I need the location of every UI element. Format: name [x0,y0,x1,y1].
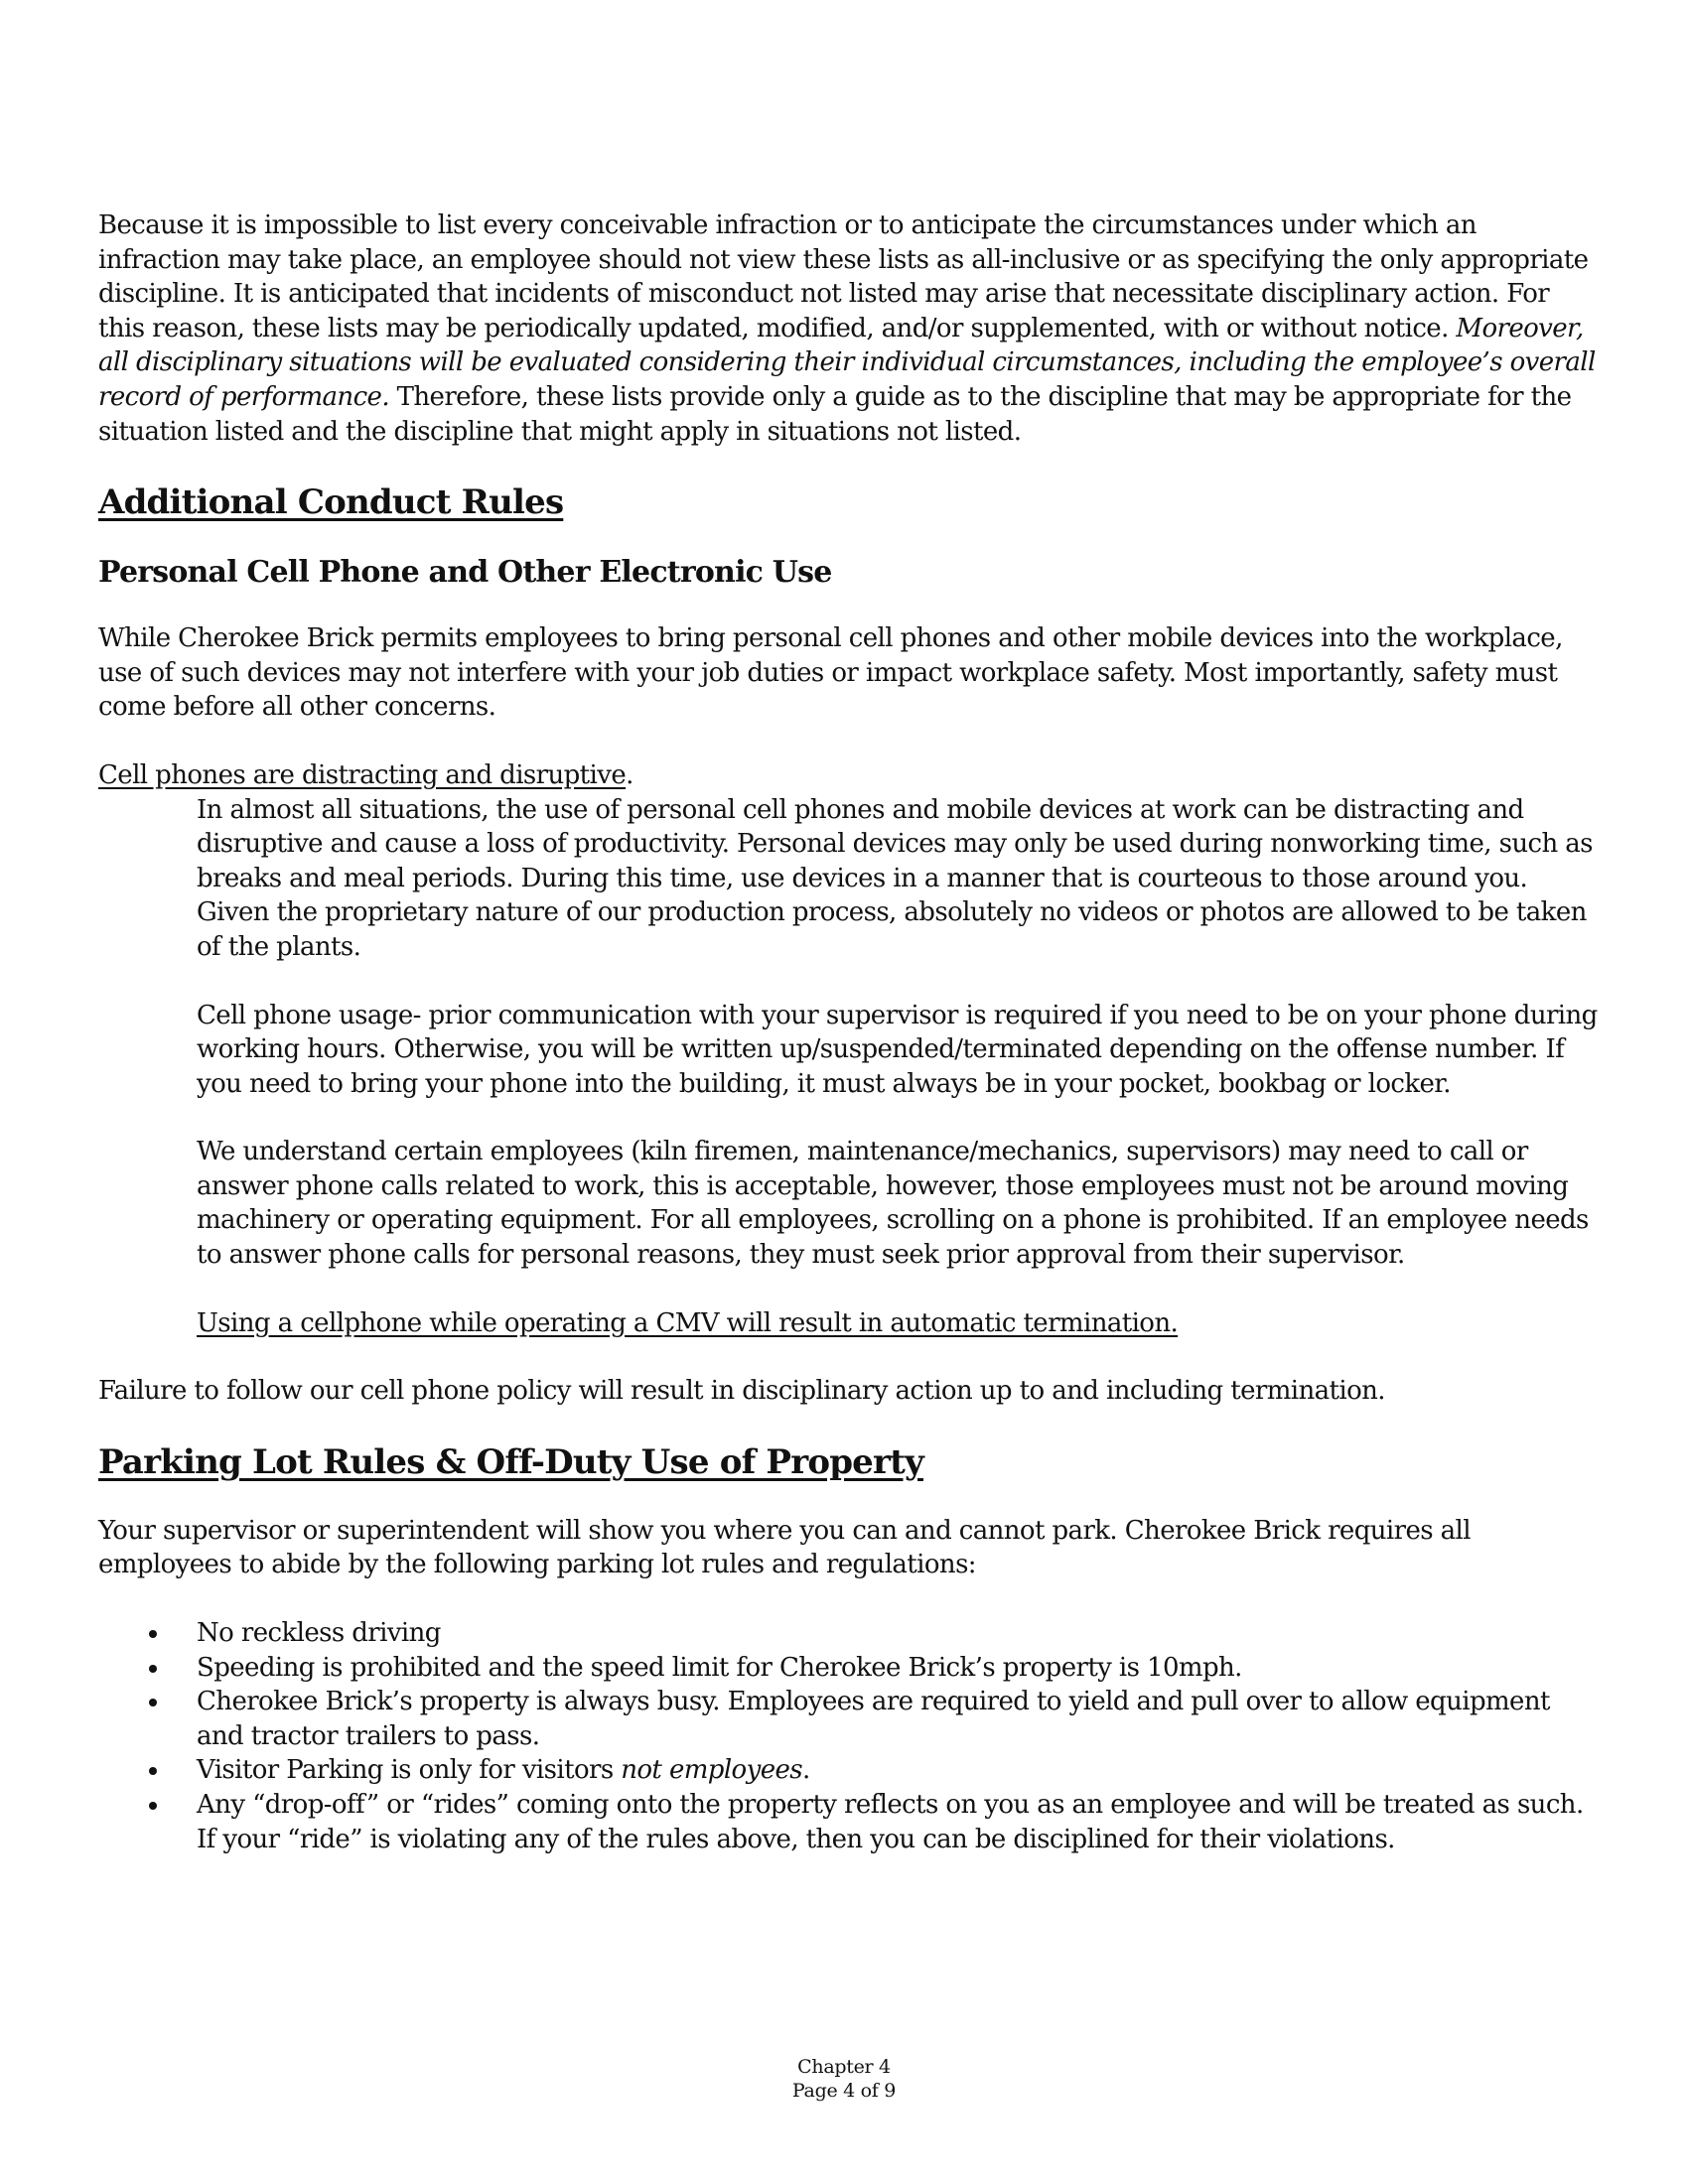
intro-paragraph [98,208,1598,449]
list-item [98,1685,1598,1753]
list-item [98,1616,1598,1651]
footer-chapter: Chapter 4 [797,2056,891,2078]
list-item-text: Cherokee Brick’s property is always busy. Employees are required to yield and pull over to allow equipment and tractor trailers to pass. [197,1687,1550,1751]
subheading-cell-phone-use: Personal Cell Phone and Other Electronic Use [98,555,832,591]
list-item-text: Speeding is prohibited and the speed limit for Cherokee Brick’s property is 10mph. [197,1652,1242,1683]
document-page [98,208,1598,1856]
list-item [98,1788,1598,1856]
list-item [98,1753,1598,1788]
page-footer [0,2055,1688,2103]
cell-phone-label-suffix: . [626,759,633,790]
heading-parking-lot-rules: Parking Lot Rules & Off-Duty Use of Property [98,1441,923,1482]
parking-rules-list [98,1616,1598,1856]
intro-italic-text: Moreover, all disciplinary situations will be evaluated considering their individual circumstances, including the employee’s overall record of performance. [98,313,1596,412]
indented-paragraph: In almost all situations, the use of personal cell phones and mobile devices at work can be distracting and disruptive and cause a loss of productivity. Personal devices may only be used during nonworking time, such as breaks and meal periods. During this time, use devices in a manner that is courteous to those around you. Given the proprietary nature of our production process, absolutely no videos or photos are allowed to be taken of the plants. [197,794,1593,962]
intro-text-end: Therefore, these lists provide only a guide as to the discipline that may be appropriate for the situation listed and the discipline that might apply in situations not listed. [98,381,1572,447]
bullet-icon [149,1767,157,1775]
list-item [98,1651,1598,1686]
footer-page-number: Page 4 of 9 [791,2080,897,2102]
bullet-icon [149,1630,157,1638]
list-item-suffix: . [802,1755,810,1786]
cmv-rule [98,1306,1598,1341]
cell-phone-label-text: Cell phones are distracting and disruptive [98,759,627,790]
list-item-text: Visitor Parking is only for visitors [197,1755,622,1786]
list-item-text: No reckless driving [197,1618,441,1649]
list-item-italic: not employees [621,1755,803,1786]
parking-intro-paragraph: Your supervisor or superintendent will show you where you can and cannot park. Cherokee Brick requires all employees to abide by the following parking lot rules and regulations: [98,1515,1471,1580]
cell-phone-label [98,758,1598,793]
cmv-rule-text: Using a cellphone while operating a CMV will result in automatic termination. [197,1307,1179,1338]
cell-phone-intro-paragraph: While Cherokee Brick permits employees to bring personal cell phones and other mobile devices into the workplace, use of such devices may not interfere with your job duties or impact workplace safety. Most importantly, safety must come before all other concerns. [98,623,1563,723]
intro-text: Because it is impossible to list every conceivable infraction or to anticipate the circumstances under which an infraction may take place, an employee should not view these lists as all-inclusive or as specifying the only appropriate discipline. It is anticipated that incidents of misconduct not listed may arise that necessitate disciplinary action. For this reason, these lists may be periodically updated, modified, and/or supplemented, with or without notice. [98,210,1589,343]
bullet-icon [149,1665,157,1673]
bullet-icon [149,1802,157,1810]
cell-phone-closing-paragraph: Failure to follow our cell phone policy will result in disciplinary action up to and including termination. [98,1376,1385,1407]
bullet-icon [149,1699,157,1706]
indented-paragraph: Cell phone usage- prior communication with your supervisor is required if you need to be on your phone during working hours. Otherwise, you will be written up/suspended/terminated depending on the offense number. If you need to bring your phone into the building, it must always be in your pocket, bookbag or locker. [197,1000,1598,1099]
list-item-text: Any “drop-off” or “rides” coming onto the property reflects on you as an employee and will be treated as such. If your “ride” is violating any of the rules above, then you can be disciplined for their violations. [197,1790,1584,1854]
indented-paragraph: We understand certain employees (kiln firemen, maintenance/mechanics, supervisors) may need to call or answer phone calls related to work, this is acceptable, however, those employees must not be around moving machinery or operating equipment. For all employees, scrolling on a phone is prohibited. If an employee needs to answer phone calls for personal reasons, they must seek prior approval from their supervisor. [197,1137,1589,1271]
heading-additional-conduct-rules: Additional Conduct Rules [98,482,564,523]
